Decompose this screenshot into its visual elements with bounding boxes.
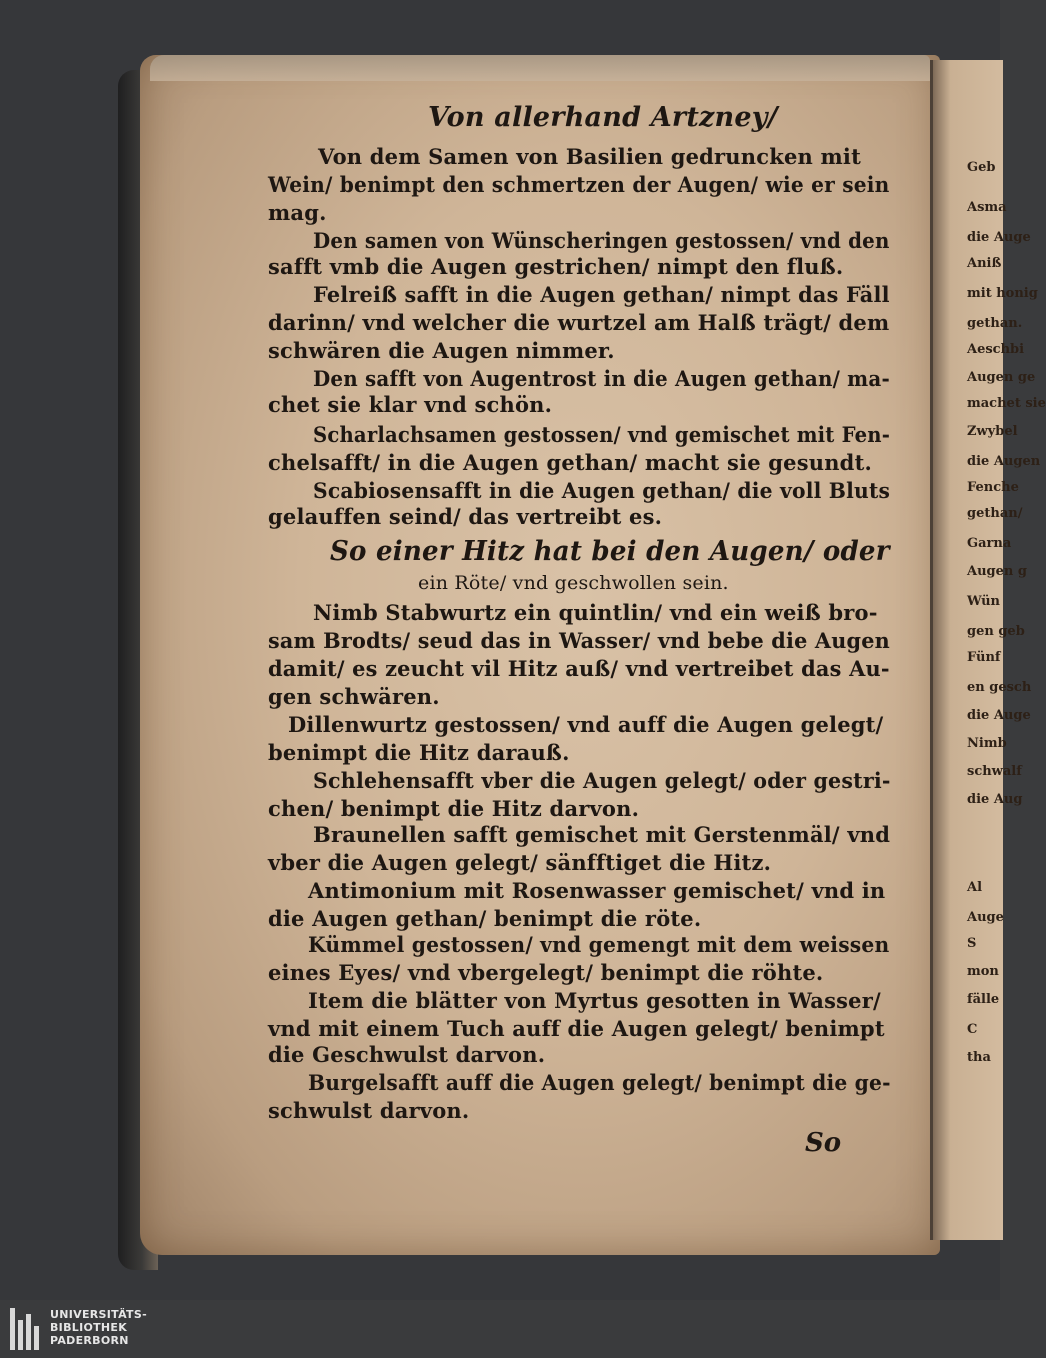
text-line: schwären die Augen nimmer. xyxy=(268,338,615,363)
right-page-fragment: Zwybel xyxy=(967,424,1018,439)
text-line: Schlehensafft vber die Augen gelegt/ oder gestri- xyxy=(313,768,891,793)
text-line: Von dem Samen von Basilien gedruncken mit xyxy=(318,144,862,169)
library-name-line: PADERBORN xyxy=(50,1334,129,1347)
library-logo-icon xyxy=(10,1308,44,1350)
right-page-fragment: Wün xyxy=(967,594,1000,609)
right-page-fragment: die Auge xyxy=(967,708,1031,723)
text-line: vnd mit einem Tuch auff die Augen gelegt/ benimpt xyxy=(268,1016,885,1041)
library-logo-text xyxy=(50,1308,147,1347)
catchword: So xyxy=(805,1128,842,1158)
text-line: damit/ es zeucht vil Hitz auß/ vnd vertreibet das Au- xyxy=(268,656,890,681)
text-line: chet sie klar vnd schön. xyxy=(268,392,553,417)
text-line: Kümmel gestossen/ vnd gemengt mit dem weissen xyxy=(308,932,890,957)
text-line: chen/ benimpt die Hitz darvon. xyxy=(268,796,640,821)
text-line: benimpt die Hitz darauß. xyxy=(268,740,570,765)
text-line: vber die Augen gelegt/ sänfftiget die Hitz. xyxy=(268,850,772,875)
text-line: die Augen gethan/ benimpt die röte. xyxy=(268,906,702,931)
right-page-fragment: Fenche xyxy=(967,480,1019,495)
right-page-fragment: die Augen xyxy=(967,454,1041,469)
text-line: safft vmb die Augen gestrichen/ nimpt den fluß. xyxy=(268,254,844,279)
right-page-fragment: Auge xyxy=(967,910,1004,925)
page-edge xyxy=(150,55,930,81)
text-line: Antimonium mit Rosenwasser gemischet/ vnd in xyxy=(308,878,886,903)
right-page-fragment: die Aug xyxy=(967,792,1023,807)
right-page-fragment: mon xyxy=(967,964,999,979)
right-page-fragment: gethan/ xyxy=(967,506,1023,521)
text-line: Wein/ benimpt den schmertzen der Augen/ wie er sein xyxy=(268,172,890,197)
text-line: Nimb Stabwurtz ein quintlin/ vnd ein weiß bro- xyxy=(313,600,878,625)
right-page-fragment: S xyxy=(967,936,977,951)
text-line: sam Brodts/ seud das in Wasser/ vnd bebe die Augen xyxy=(268,628,890,653)
right-page-fragment: Al xyxy=(967,880,983,895)
library-logo xyxy=(10,1306,160,1354)
right-page-fragment: Garna xyxy=(967,536,1012,551)
right-page-fragment: Augen ge xyxy=(967,370,1036,385)
text-line: eines Eyes/ vnd vbergelegt/ benimpt die röhte. xyxy=(268,960,824,985)
text-line: Felreiß safft in die Augen gethan/ nimpt das Fäll xyxy=(313,282,890,307)
text-line: Den safft von Augentrost in die Augen gethan/ ma- xyxy=(313,366,890,391)
right-page-fragment: fälle xyxy=(967,992,1000,1007)
text-line: gen schwären. xyxy=(268,684,440,709)
text-line: Scabiosensafft in die Augen gethan/ die voll Bluts xyxy=(313,478,891,503)
text-line: Burgelsafft auff die Augen gelegt/ benimpt die ge- xyxy=(308,1070,891,1095)
text-line: darinn/ vnd welcher die wurtzel am Halß trägt/ dem xyxy=(268,310,890,335)
text-line: Scharlachsamen gestossen/ vnd gemischet mit Fen- xyxy=(313,422,891,447)
right-page-fragment: Asma xyxy=(967,200,1007,215)
right-page-fragment: en gesch xyxy=(967,680,1032,695)
right-page-fragment: tha xyxy=(967,1050,991,1065)
right-page-fragment: gethan. xyxy=(967,316,1023,331)
text-line: chelsafft/ in die Augen gethan/ macht sie gesundt. xyxy=(268,450,872,475)
right-page-fragment: schwalf xyxy=(967,764,1022,779)
right-page-fragment: Aniß xyxy=(967,256,1002,271)
right-page-fragment: Fünf xyxy=(967,650,1001,665)
text-line: Den samen von Wünscheringen gestossen/ vnd den xyxy=(313,228,890,253)
section-heading: So einer Hitz hat bei den Augen/ oder xyxy=(330,536,890,567)
page-heading: Von allerhand Artzney/ xyxy=(428,102,778,133)
right-page-fragment: Geb xyxy=(967,160,996,175)
right-page-fragment: Aeschbi xyxy=(967,342,1025,357)
text-line: gelauffen seind/ das vertreibt es. xyxy=(268,504,663,529)
text-line: Braunellen safft gemischet mit Gerstenmäl/ vnd xyxy=(313,822,891,847)
library-name-line: UNIVERSITÄTS- xyxy=(50,1308,147,1321)
right-page-fragment: C xyxy=(967,1022,978,1037)
library-name-line: BIBLIOTHEK xyxy=(50,1321,128,1334)
text-line: Dillenwurtz gestossen/ vnd auff die Augen gelegt/ xyxy=(288,712,884,737)
right-page-fragment: Nimb xyxy=(967,736,1007,751)
text-line: mag. xyxy=(268,200,327,225)
right-page-fragment: machet sie xyxy=(967,396,1046,411)
right-page-fragment: gen geb xyxy=(967,624,1025,639)
text-line: die Geschwulst darvon. xyxy=(268,1042,546,1067)
text-line: schwulst darvon. xyxy=(268,1098,470,1123)
right-page-fragment: mit honig xyxy=(967,286,1038,301)
section-subheading: ein Röte/ vnd geschwollen sein. xyxy=(418,572,729,594)
right-page-fragment: Augen g xyxy=(967,564,1027,579)
right-page-fragment: die Auge xyxy=(967,230,1031,245)
text-line: Item die blätter von Myrtus gesotten in Wasser/ xyxy=(308,988,881,1013)
right-page-edge xyxy=(930,60,1046,1240)
